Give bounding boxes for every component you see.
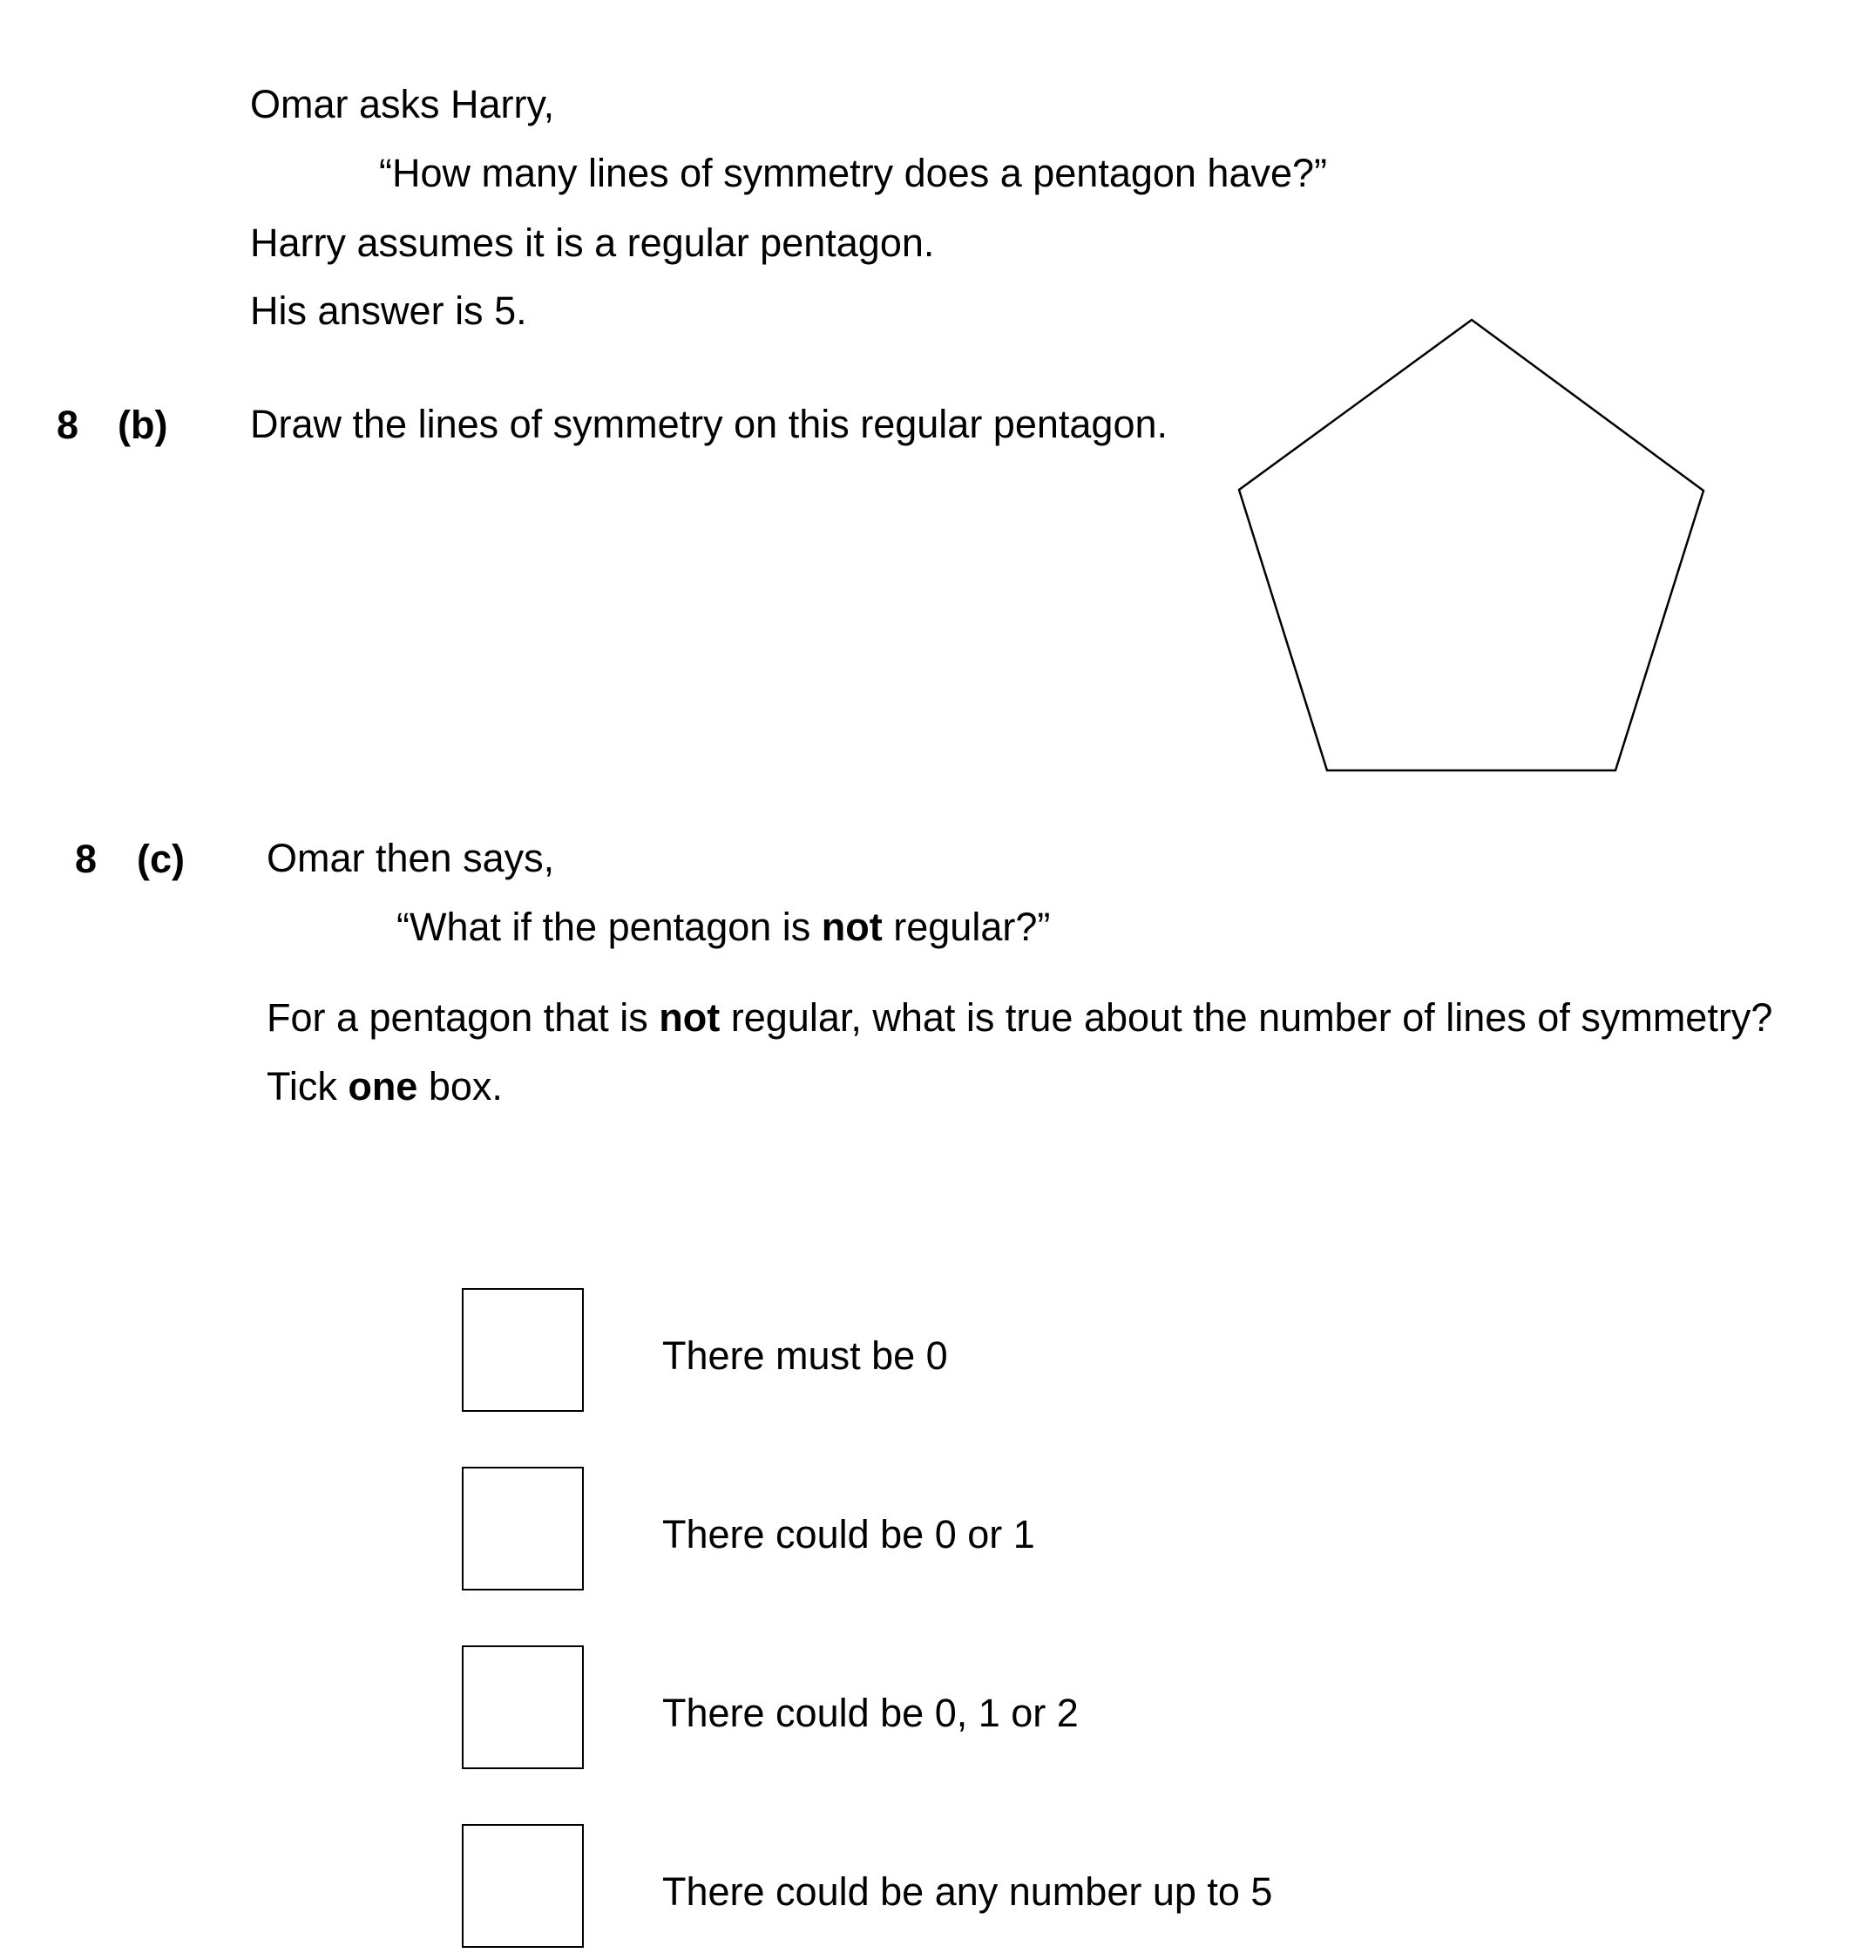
regular-pentagon[interactable] — [1220, 309, 1717, 784]
tick-box-option-1[interactable] — [462, 1288, 584, 1412]
intro-line-2: Harry assumes it is a regular pentagon. — [250, 220, 935, 265]
part-c-quote-bold: not — [821, 905, 883, 949]
part-b-instruction: Draw the lines of symmetry on this regular pentagon. — [250, 402, 1168, 446]
question-part-b: (b) — [118, 403, 168, 447]
part-c-question — [267, 995, 1773, 1040]
tick-box-option-2[interactable] — [462, 1467, 584, 1590]
part-c-question-bold: not — [659, 995, 721, 1040]
part-c-quote-pre: “What if the pentagon is — [396, 905, 822, 949]
option-label-4: There could be any number up to 5 — [662, 1869, 1273, 1914]
option-label-1: There must be 0 — [662, 1333, 948, 1378]
tick-box-option-3[interactable] — [462, 1645, 584, 1769]
tick-instruction-post: box. — [417, 1064, 503, 1109]
question-number-c: 8 — [75, 837, 98, 881]
part-c-quote — [396, 905, 1051, 949]
part-c-question-pre: For a pentagon that is — [267, 995, 660, 1040]
tick-instruction-pre: Tick — [267, 1064, 349, 1109]
tick-instruction-bold: one — [348, 1064, 418, 1109]
part-c-line-1: Omar then says, — [267, 836, 555, 880]
intro-quote: “How many lines of symmetry does a pentagon have?” — [379, 151, 1328, 195]
intro-line-1: Omar asks Harry, — [250, 82, 555, 126]
part-c-quote-post: regular?” — [882, 905, 1051, 949]
intro-line-3: His answer is 5. — [250, 288, 527, 333]
part-c-question-post: regular, what is true about the number of lines of symmetry? — [720, 995, 1773, 1040]
part-c-tick-instruction — [267, 1064, 503, 1109]
pentagon-outline — [1239, 320, 1703, 770]
tick-box-option-4[interactable] — [462, 1824, 584, 1948]
question-part-c: (c) — [137, 837, 185, 881]
question-number-b: 8 — [57, 403, 79, 447]
option-label-3: There could be 0, 1 or 2 — [662, 1691, 1079, 1735]
option-label-2: There could be 0 or 1 — [662, 1512, 1035, 1556]
